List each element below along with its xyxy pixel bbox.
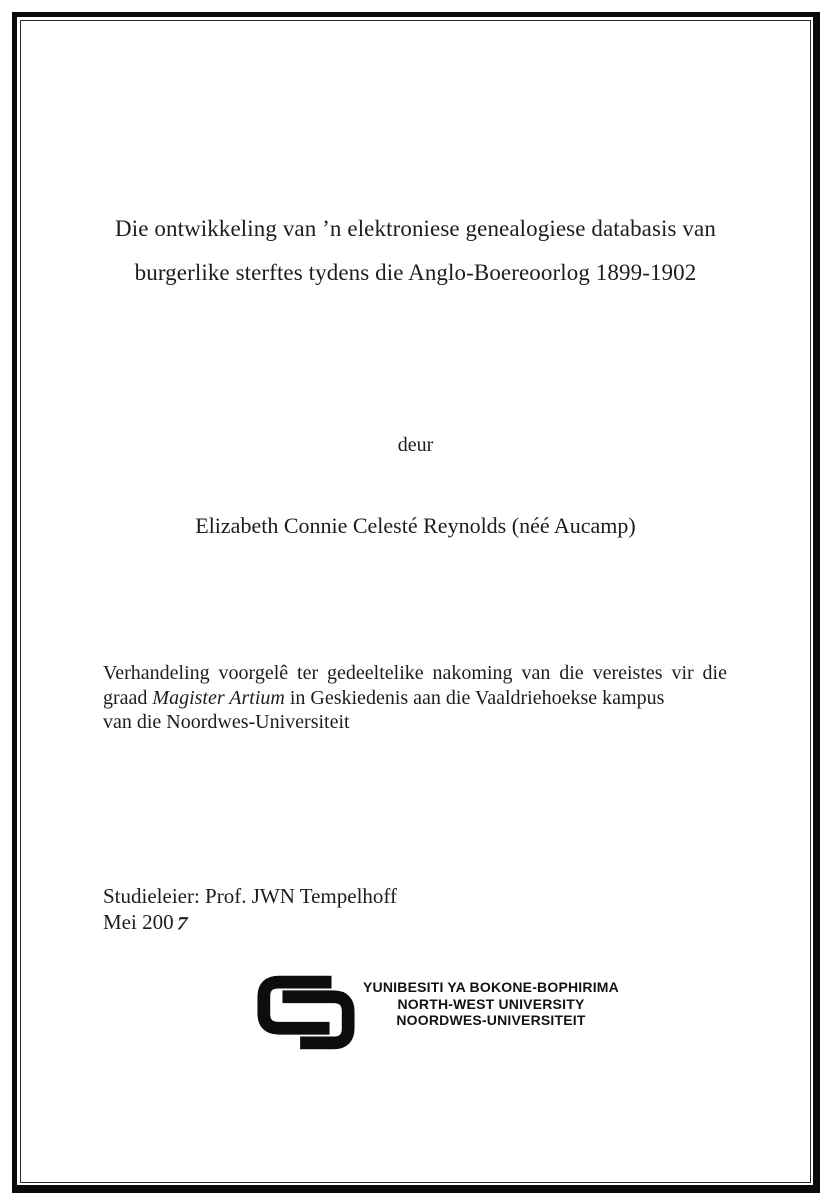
date-prefix: Mei 200 xyxy=(103,910,174,934)
university-logo xyxy=(255,974,619,1051)
university-name-setswana: YUNIBESITI YA BOKONE-BOPHIRIMA xyxy=(363,979,619,995)
university-name-afrikaans: NOORDWES-UNIVERSITEIT xyxy=(396,1012,586,1028)
supervisor-line: Studieleier: Prof. JWN Tempelhoff xyxy=(103,884,398,908)
university-name-block xyxy=(363,979,619,1029)
supervisor-block xyxy=(103,883,397,935)
degree-statement-line1: Verhandeling voorgelê ter gedeeltelike nakoming van die vereistes vir die xyxy=(103,662,727,684)
thesis-title-line1: Die ontwikkeling van ’n elektroniese genealogiese databasis van xyxy=(115,216,716,241)
university-name-english: NORTH-WEST UNIVERSITY xyxy=(397,995,585,1012)
degree-line2-prefix: graad xyxy=(103,686,153,709)
degree-statement-line3: van die Noordwes-Universiteit xyxy=(103,711,350,733)
thesis-title-line2: burgerlike sterftes tydens die Anglo-Boereoorlog 1899-1902 xyxy=(134,260,697,285)
degree-line2-suffix: in Geskiedenis aan die Vaaldriehoekse kampus xyxy=(284,686,665,709)
degree-name-italic: Magister Artium xyxy=(152,686,285,709)
degree-statement-line2 xyxy=(103,686,727,711)
thesis-title xyxy=(0,207,831,295)
nwu-interlocked-links-icon xyxy=(255,974,357,1051)
byline: deur xyxy=(397,434,434,456)
date-line xyxy=(103,909,397,935)
author-name: Elizabeth Connie Celesté Reynolds (néé Aucamp) xyxy=(195,513,636,538)
degree-statement xyxy=(103,661,727,735)
date-last-digit: 7 xyxy=(173,912,190,935)
